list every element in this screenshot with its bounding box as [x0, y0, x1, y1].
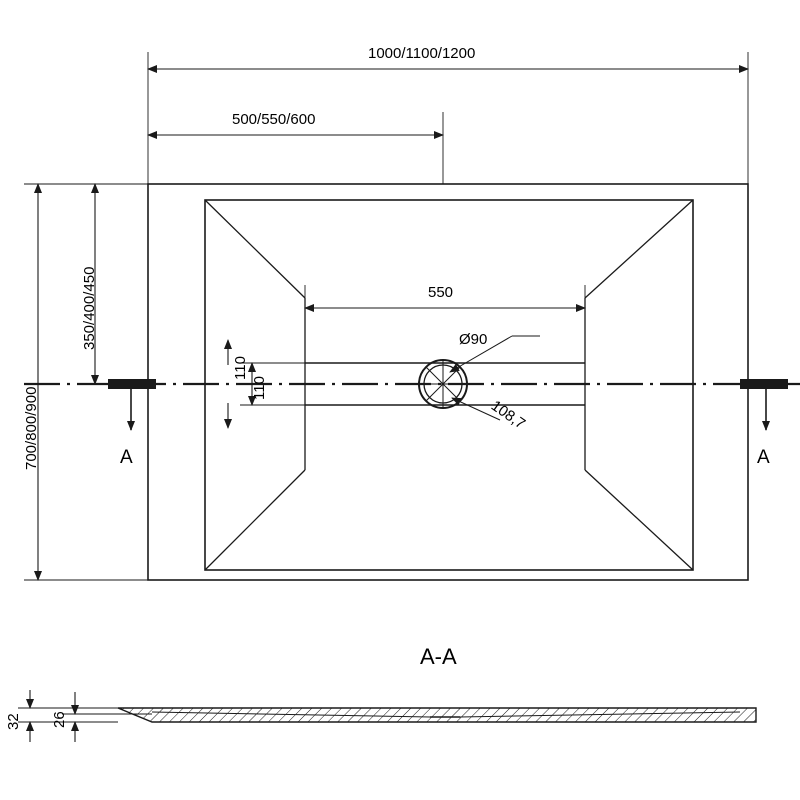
dim-label-overall-depth: 700/800/900	[23, 386, 40, 470]
section-body	[118, 708, 756, 722]
section-mark-left-label: A	[120, 447, 133, 468]
slope-line-tr	[585, 200, 693, 298]
slope-line-tl	[205, 200, 305, 298]
tray-outline	[148, 184, 748, 580]
dim-label-half-width: 500/550/600	[232, 111, 316, 128]
cut-mark-right	[740, 379, 788, 389]
dim-label-channel-length: 550	[428, 284, 454, 301]
section-view	[18, 690, 756, 742]
dim-label-section-total-height: 32	[5, 713, 22, 730]
plan-view	[148, 184, 748, 580]
section-title: A-A	[420, 644, 457, 669]
dim-label-channel-offset: 110	[251, 376, 268, 400]
dim-label-channel-width: 110	[232, 356, 249, 380]
dim-label-drain-diameter: Ø90	[459, 331, 488, 348]
dim-label-drain-height: 108,7	[487, 397, 529, 433]
dim-label-section-inner-height: 26	[51, 711, 68, 728]
section-mark-right-label: A	[757, 447, 770, 468]
dim-label-half-depth: 350/400/450	[81, 266, 98, 350]
slope-line-bl	[205, 470, 305, 570]
dim-label-overall-width: 1000/1100/1200	[368, 45, 476, 62]
slope-line-br	[585, 470, 693, 570]
